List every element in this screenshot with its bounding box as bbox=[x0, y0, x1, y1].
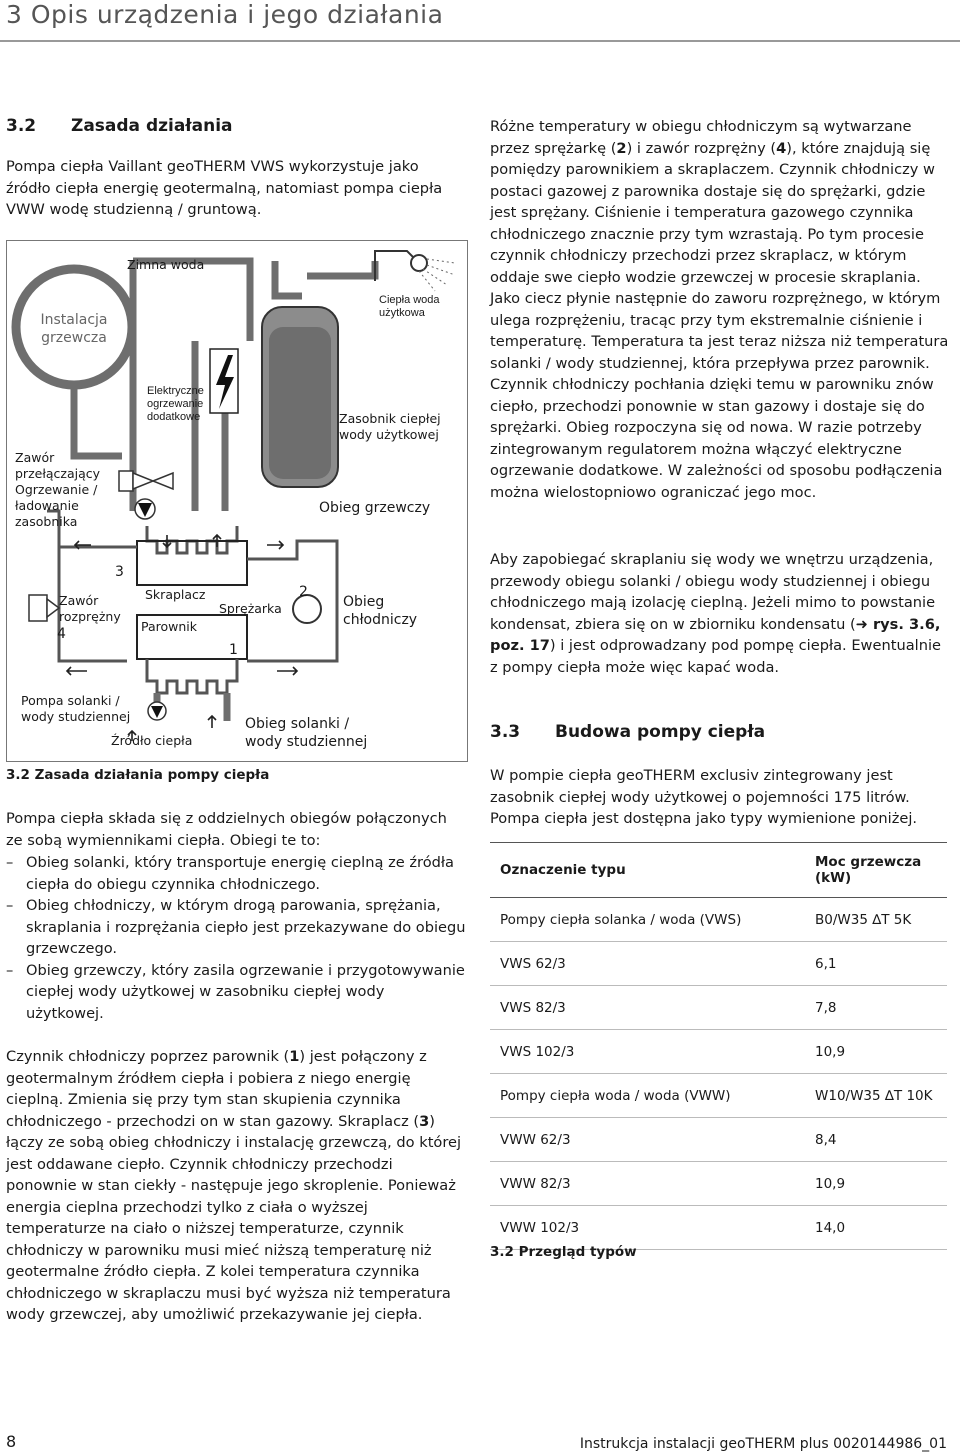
cell-power: B0/W35 ∆T 5K bbox=[805, 898, 947, 942]
header-divider bbox=[0, 40, 960, 42]
label-cold-water: Zimna woda bbox=[127, 257, 205, 272]
text-bold: 2 bbox=[616, 139, 627, 157]
label-heating-installation: Instalacja grzewcza bbox=[40, 312, 108, 346]
text-run: ) jest połączony z geotermalnym źródłem ciepła i pobiera z niego energię cieplną. Zmienia się przy tym stan skupienia czynnika chłodniczego - przechodzi on w stan gazowy. Skraplacz ( bbox=[6, 1048, 427, 1130]
cell-type: VWS 82/3 bbox=[490, 986, 805, 1030]
label-refrigerant-circuit: Obieg chłodniczy bbox=[343, 594, 418, 628]
table-row bbox=[490, 942, 947, 986]
label-expansion-valve: Zawór rozprężny bbox=[59, 593, 121, 624]
table-row bbox=[490, 1206, 947, 1250]
hot-water-pipe bbox=[307, 261, 375, 276]
label-hot-water: Ciepła woda użytkowa bbox=[379, 294, 440, 319]
section-title: Zasada działania bbox=[71, 116, 233, 136]
label-num-1: 1 bbox=[229, 642, 238, 658]
cell-power: 6,1 bbox=[805, 942, 947, 986]
condenser-box bbox=[137, 541, 247, 585]
cell-power: 7,8 bbox=[805, 986, 947, 1030]
cell-type: Pompy ciepła solanka / woda (VWS) bbox=[490, 898, 805, 942]
text-run: Aby zapobiegać skraplaniu się wody we wnętrzu urządzenia, przewody obiegu solanki / obiegu wody studziennej i obiegu chłodniczego mają izolację cieplną. Jeżeli mimo to powstanie kondensat, zbiera się on w zbiorniku kondensatu ( bbox=[490, 551, 936, 633]
left-paragraph-2 bbox=[6, 1046, 466, 1326]
text-run: Różne temperatury w obiegu chłodniczym są wytwarzane przez sprężarkę ( bbox=[490, 118, 912, 157]
table-row bbox=[490, 898, 947, 942]
table-caption-text: Przegląd typów bbox=[518, 1244, 637, 1260]
label-storage-tank: Zasobnik ciepłej wody użytkowej bbox=[339, 411, 441, 442]
cell-power: W10/W35 ∆T 10K bbox=[805, 1074, 947, 1118]
table-row bbox=[490, 1162, 947, 1206]
label-switch-valve: Zawór przełączający Ogrzewanie / ładowanie zasobnika bbox=[15, 450, 101, 529]
section-3-2-intro: Pompa ciepła Vaillant geoTHERM VWS wykorzystuje jako źródło ciepła energię geotermalną, natomiast pompa ciepła VWW wodę studzienną / gruntową. bbox=[6, 158, 443, 218]
label-num-2: 2 bbox=[299, 584, 308, 600]
heat-pump-diagram bbox=[6, 240, 468, 762]
text-run: ) łączy ze sobą obieg chłodniczy i instalację grzewczą, do której jest oddawane ciepło. Czynnik chłodniczy przechodzi ponownie w stan ciekły - następuje jego skroplenie. Ponieważ energia cieplna przechodzi tylko z ciała o wyższej temperaturze na ciało o niższej temperaturze, czynnik chłodniczy w parowniku musi mieć niższą temperaturę niż geotermalne źródło ciepła. Z kolei temperatura czynnika chłodniczego w skraplaczu musi być wyższa niż temperatura wody grzewczej, aby umożliwić przekazywanie jej ciepła. bbox=[6, 1112, 462, 1323]
right-paragraph-1 bbox=[490, 116, 950, 503]
cell-power: 10,9 bbox=[805, 1030, 947, 1074]
column-header-power: Moc grzewcza (kW) bbox=[805, 843, 947, 898]
expansion-valve-actuator bbox=[29, 595, 47, 621]
table-caption-number: 3.2 bbox=[490, 1244, 514, 1260]
text-bold: 3 bbox=[419, 1112, 430, 1130]
cell-power: 10,9 bbox=[805, 1162, 947, 1206]
left-paragraph-1: Pompa ciepła składa się z oddzielnych obiegów połączonych ze sobą wymiennikami ciepła. Obiegi te to: bbox=[6, 810, 447, 849]
table-caption bbox=[490, 1244, 637, 1260]
table-row bbox=[490, 986, 947, 1030]
table-header-row bbox=[490, 843, 947, 898]
circuit-list bbox=[6, 852, 466, 1024]
label-electric-heater: Elektryczne ogrzewanie dodatkowe bbox=[147, 385, 204, 423]
text-run: ) i zawór rozprężny ( bbox=[626, 139, 777, 157]
expansion-valve-icon bbox=[47, 599, 59, 617]
table-row bbox=[490, 1118, 947, 1162]
label-num-4: 4 bbox=[57, 626, 66, 642]
footer-document-title: Instrukcja instalacji geoTHERM plus 0020144986_01 bbox=[579, 1436, 947, 1452]
cell-type: VWW 62/3 bbox=[490, 1118, 805, 1162]
text-run: ), które znajdują się pomiędzy parownikiem a skraplaczem. Czynnik chłodniczy w postaci gazowej z parownika dostaje się do sprężarki, gdzie jest sprężany. Ciśnienie i temperatura gazowego czynnika chłodniczego znacznie przy tym wzrastają. Po tym procesie czynnik chłodniczy przechodzi przez skraplacz, w którym oddaje swe ciepło wodzie grzewczej w procesie skraplania. Jako ciecz płynie następnie do zaworu rozprężnego, w którym ulega rozprężeniu, tracąc przy tym ekstremalnie ciśnienie i temperaturę. Temperatura ta jest teraz niższa niż temperatura solanki / wody studziennej, która przepływa przez parownik. Czynnik chłodniczy pochłania dzięki temu w parowniku znów ciepło, przechodzi ponownie w stan gazowy i dostaje się do sprężarki. Obieg rozpoczyna się od nowa. W razie potrzeby zintegrowanym regulatorem można włączyć elektryczne ogrzewanie dodatkowe. W zależności od sposobu podłączenia można wielostopniowo ograniczać jego moc. bbox=[490, 139, 949, 501]
storage-tank-inner bbox=[269, 327, 331, 479]
label-evaporator: Parownik bbox=[141, 619, 198, 634]
heating-return-pipe bbox=[74, 385, 122, 456]
label-condenser: Skraplacz bbox=[145, 587, 206, 602]
cell-type: Pompy ciepła woda / woda (VWW) bbox=[490, 1074, 805, 1118]
text-run: Czynnik chłodniczy poprzez parownik ( bbox=[6, 1048, 290, 1065]
cell-type: VWS 102/3 bbox=[490, 1030, 805, 1074]
chapter-title: 3 Opis urządzenia i jego działania bbox=[6, 0, 444, 29]
figure-reference: rys. 3.6, poz. 17 bbox=[490, 615, 941, 654]
cell-type: VWS 62/3 bbox=[490, 942, 805, 986]
section-3-3-heading bbox=[490, 722, 765, 742]
figure-caption bbox=[6, 767, 269, 783]
list-item: – Obieg grzewczy, który zasila ogrzewanie i przygotowywanie ciepłej wody użytkowej w zasobniku ciepłej wody użytkowej. bbox=[6, 960, 466, 1025]
brine-pipes bbox=[157, 693, 227, 721]
page-number: 8 bbox=[6, 1432, 17, 1451]
cell-type: VWW 82/3 bbox=[490, 1162, 805, 1206]
cell-power: 14,0 bbox=[805, 1206, 947, 1250]
label-compressor: Sprężarka bbox=[219, 601, 282, 616]
table-row bbox=[490, 1030, 947, 1074]
figure-caption-number: 3.2 bbox=[6, 767, 30, 783]
label-num-3: 3 bbox=[115, 564, 124, 580]
section-3-2-heading bbox=[6, 116, 233, 136]
text-bold: 4 bbox=[776, 139, 787, 157]
section-3-3-intro: W pompie ciepła geoTHERM exclusiv zintegrowany jest zasobnik ciepłej wody użytkowej o pojemności 175 litrów. Pompa ciepła jest dostępna jako typy wymienione poniżej. bbox=[490, 767, 918, 827]
arrow-icon: ➜ bbox=[855, 615, 868, 633]
list-item: – Obieg chłodniczy, w którym drogą parowania, sprężania, skraplania i rozprężania ciepło jest przekazywane do obiegu grzewczego. bbox=[6, 895, 466, 960]
label-brine-pump: Pompa solanki / wody studziennej bbox=[21, 693, 131, 724]
shower-head-icon bbox=[411, 255, 427, 271]
condenser-coil bbox=[147, 526, 237, 553]
evaporator-coil bbox=[147, 659, 237, 693]
column-header-type: Oznaczenie typu bbox=[490, 843, 805, 898]
label-brine-circuit: Obieg solanki / wody studziennej bbox=[245, 716, 368, 750]
label-heat-source: Źródło ciepła bbox=[111, 733, 193, 748]
figure-caption-text: Zasada działania pompy ciepła bbox=[34, 767, 270, 783]
section-title: Budowa pompy ciepła bbox=[555, 722, 766, 742]
text-bold: 1 bbox=[289, 1048, 300, 1065]
right-paragraph-2 bbox=[490, 549, 950, 678]
section-number: 3.3 bbox=[490, 722, 521, 742]
cell-type: VWW 102/3 bbox=[490, 1206, 805, 1250]
text-run: ) i jest odprowadzany pod pompę ciepła. Ewentualnie z pompy ciepła może więc kapać woda. bbox=[490, 637, 941, 676]
type-overview-table bbox=[490, 842, 947, 1250]
label-heating-circuit: Obieg grzewczy bbox=[319, 500, 431, 516]
table-row bbox=[490, 1074, 947, 1118]
list-item: – Obieg solanki, który transportuje energię cieplną ze źródła ciepła do obiegu czynnika chłodniczego. bbox=[6, 852, 466, 895]
cell-power: 8,4 bbox=[805, 1118, 947, 1162]
section-number: 3.2 bbox=[6, 116, 37, 136]
